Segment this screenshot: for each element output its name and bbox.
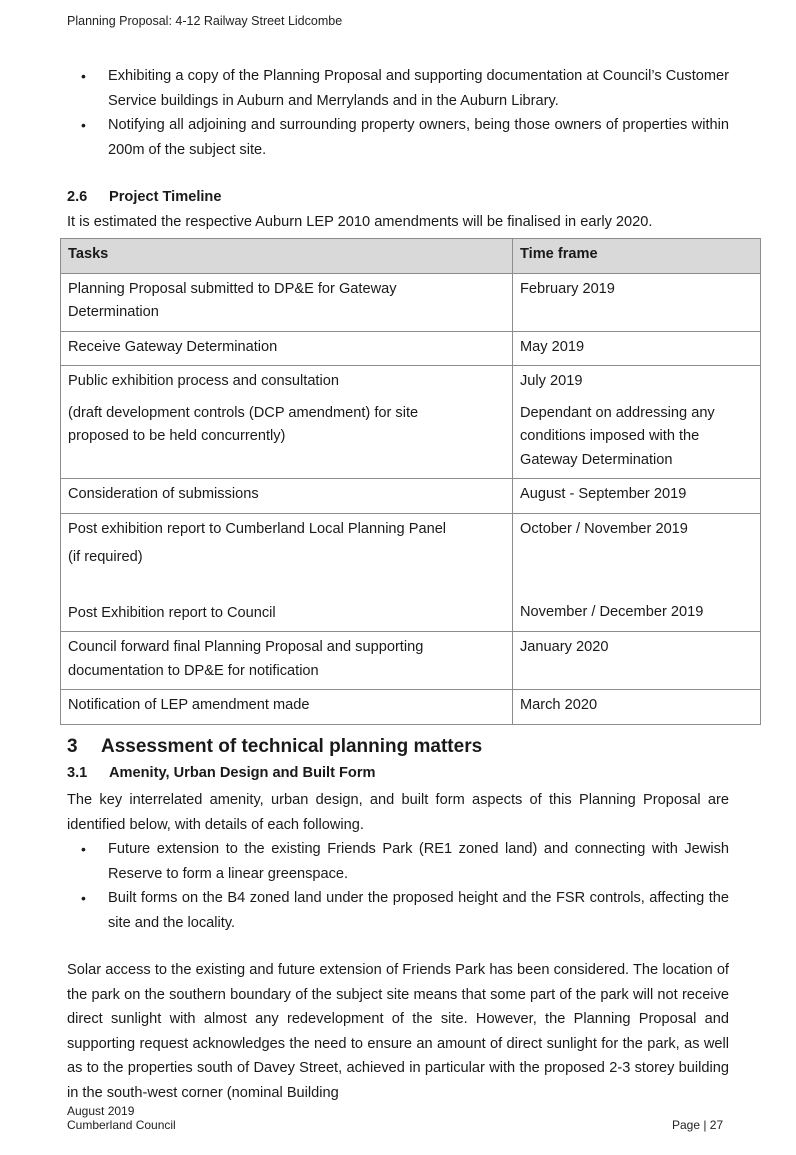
bullet-icon: • bbox=[81, 841, 86, 857]
table-row bbox=[61, 366, 761, 479]
bullet-icon: • bbox=[81, 68, 86, 84]
section-heading-3-1: 3.1 Amenity, Urban Design and Built Form bbox=[67, 765, 376, 781]
amenity-intro-paragraph: The key interrelated amenity, urban design, and built form aspects of this Planning Proposal are identified below, with details of each following. bbox=[67, 792, 729, 833]
table-row bbox=[61, 479, 761, 514]
task-cell: Consideration of submissions bbox=[61, 479, 513, 514]
time-frame-cell: May 2019 bbox=[513, 331, 761, 366]
list-item: • Notifying all adjoining and surrounding property owners, being those owners of properties within 200m of the subject site. bbox=[67, 113, 729, 162]
time-frame-cell: February 2019 bbox=[513, 273, 761, 331]
task-cell: Receive Gateway Determination bbox=[61, 331, 513, 366]
time-frame-cell: October / November 2019 November / December 2019 bbox=[513, 513, 761, 632]
time-frame-cell: March 2020 bbox=[513, 690, 761, 725]
footer-date: August 2019 bbox=[67, 1104, 135, 1118]
table-row bbox=[61, 513, 761, 632]
task-cell: Post exhibition report to Cumberland Local Planning Panel (if required) Post Exhibition report to Council bbox=[61, 513, 513, 632]
section-heading-2-6: 2.6 Project Timeline bbox=[67, 189, 222, 205]
time-frame-cell: July 2019 Dependant on addressing any conditions imposed with the Gateway Determination bbox=[513, 366, 761, 479]
list-item: • Future extension to the existing Friends Park (RE1 zoned land) and connecting with Jewish Reserve to form a linear greenspace. bbox=[67, 837, 729, 886]
running-header: Planning Proposal: 4-12 Railway Street Lidcombe bbox=[67, 14, 343, 28]
page-number: Page | 27 bbox=[672, 1118, 724, 1132]
task-cell: Council forward final Planning Proposal and supporting documentation to DP&E for notification bbox=[61, 632, 513, 690]
section-heading-3: 3 Assessment of technical planning matters bbox=[67, 736, 483, 757]
list-item: • Exhibiting a copy of the Planning Proposal and supporting documentation at Council’s Customer Service buildings in Auburn and Merrylands and in the Auburn Library. bbox=[67, 64, 729, 113]
footer-organisation: Cumberland Council bbox=[67, 1118, 176, 1132]
bullet-icon: • bbox=[81, 117, 86, 133]
task-cell: Notification of LEP amendment made bbox=[61, 690, 513, 725]
column-header-time-frame: Time frame bbox=[513, 239, 761, 274]
task-cell: Planning Proposal submitted to DP&E for Gateway Determination bbox=[61, 273, 513, 331]
time-frame-cell: August - September 2019 bbox=[513, 479, 761, 514]
time-frame-cell: January 2020 bbox=[513, 632, 761, 690]
amenity-bullet-list bbox=[67, 837, 729, 935]
task-cell: Public exhibition process and consultation (draft development controls (DCP amendment) for site proposed to be held concurrently) bbox=[61, 366, 513, 479]
table-row bbox=[61, 331, 761, 366]
table-row bbox=[61, 690, 761, 725]
table-header-row bbox=[61, 239, 761, 274]
table-row bbox=[61, 632, 761, 690]
project-timeline-table bbox=[60, 238, 761, 725]
solar-access-paragraph: Solar access to the existing and future extension of Friends Park has been considered. The location of the park on the southern boundary of the subject site means that some part of the park will not receive direct sunlight with almost any redevelopment of the site. However, the Planning Proposal and supporting request acknowledges the need to ensure an amount of direct sunlight for the park, as well as to the properties south of Davey Street, achieved in particular with the proposed 2-3 storey building in the south-west corner (nominal Building bbox=[67, 962, 729, 1101]
list-item: • Built forms on the B4 zoned land under the proposed height and the FSR controls, affecting the site and the locality. bbox=[67, 886, 729, 935]
footer-left bbox=[67, 1104, 176, 1132]
timeline-intro: It is estimated the respective Auburn LEP 2010 amendments will be finalised in early 2020. bbox=[67, 214, 653, 230]
column-header-tasks: Tasks bbox=[61, 239, 513, 274]
exhibition-bullet-list bbox=[67, 64, 729, 162]
bullet-icon: • bbox=[81, 890, 86, 906]
table-row bbox=[61, 273, 761, 331]
